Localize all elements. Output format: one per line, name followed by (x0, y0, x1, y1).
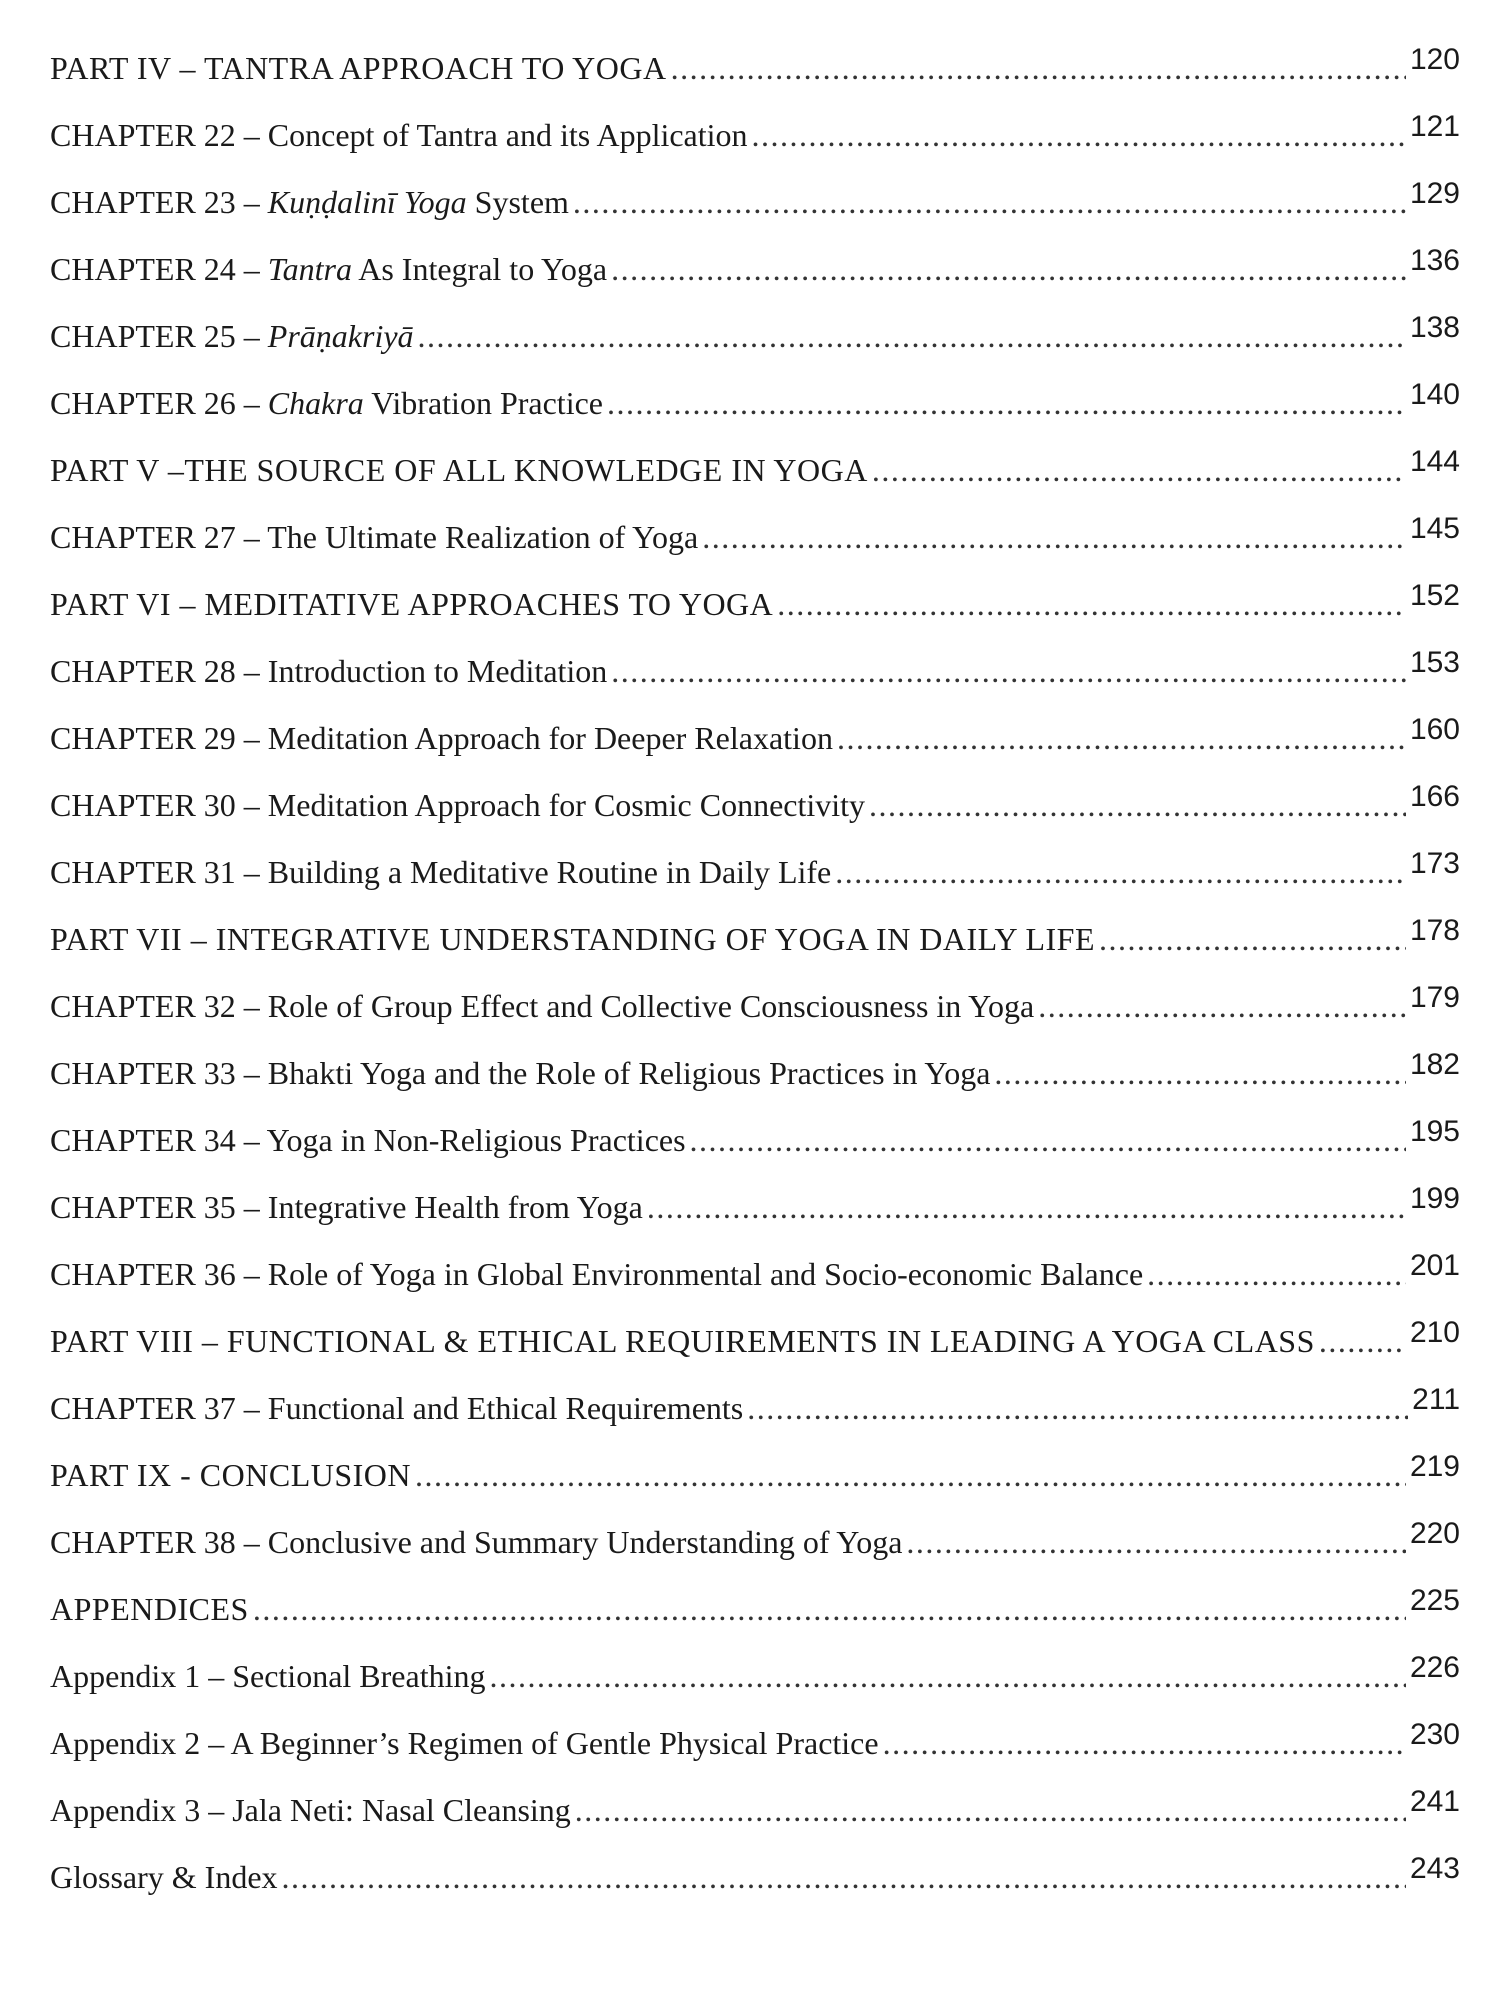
toc-entry-page: 138 (1409, 311, 1460, 344)
toc-entry-page: 173 (1409, 847, 1460, 880)
dot-leader (747, 1390, 1408, 1427)
dot-leader (906, 1524, 1406, 1561)
toc-entry-page: 152 (1409, 579, 1460, 612)
dot-leader (607, 385, 1406, 422)
toc-entry[interactable] (50, 1651, 1460, 1725)
toc-entry-title: CHAPTER 22 – Concept of Tantra and its Application (50, 117, 748, 153)
toc-entry[interactable] (50, 780, 1460, 854)
toc-entry-title: PART VII – INTEGRATIVE UNDERSTANDING OF YOGA IN DAILY LIFE (50, 921, 1095, 957)
toc-entry-page: 243 (1409, 1852, 1460, 1885)
toc-entry[interactable] (50, 512, 1460, 586)
toc-entry-title: PART IV – TANTRA APPROACH TO YOGA (50, 50, 667, 86)
dot-leader (253, 1591, 1406, 1628)
toc-entry-title: CHAPTER 38 – Conclusive and Summary Understanding of Yoga (50, 1524, 903, 1560)
toc-entry[interactable] (50, 1249, 1460, 1323)
toc-entry[interactable] (50, 1785, 1460, 1859)
dot-leader (1147, 1256, 1406, 1293)
dot-leader (282, 1859, 1406, 1896)
toc-entry-page: 120 (1409, 43, 1460, 76)
toc-entry-title: CHAPTER 30 – Meditation Approach for Cosmic Connectivity (50, 787, 866, 823)
toc-entry-title: CHAPTER 28 – Introduction to Meditation (50, 653, 608, 689)
dot-leader (418, 318, 1406, 355)
toc-entry[interactable] (50, 1316, 1460, 1390)
toc-entry-title: APPENDICES (50, 1591, 249, 1627)
dot-leader (415, 1457, 1406, 1494)
toc-entry-title: CHAPTER 37 – Functional and Ethical Requirements (50, 1390, 744, 1426)
dot-leader (690, 1122, 1406, 1159)
toc-entry-page: 121 (1409, 110, 1460, 143)
toc-entry[interactable] (50, 1718, 1460, 1792)
dot-leader (777, 586, 1406, 623)
toc-entry-page: 220 (1409, 1517, 1460, 1550)
dot-leader (573, 184, 1406, 221)
toc-entry-page: 211 (1412, 1383, 1460, 1416)
toc-entry-page: 144 (1409, 445, 1460, 478)
toc-entry-title: CHAPTER 29 – Meditation Approach for Deeper Relaxation (50, 720, 833, 756)
toc-entry-page: 178 (1409, 914, 1460, 947)
toc-entry[interactable] (50, 1048, 1460, 1122)
toc-entry-page: 145 (1409, 512, 1460, 545)
toc-entry-page: 195 (1409, 1115, 1460, 1148)
toc-entry-title: CHAPTER 35 – Integrative Health from Yoga (50, 1189, 643, 1225)
toc-entry[interactable] (50, 1450, 1460, 1524)
toc-entry-title: CHAPTER 36 – Role of Yoga in Global Environmental and Socio-economic Balance (50, 1256, 1144, 1292)
toc-entry[interactable] (50, 1115, 1460, 1189)
dot-leader (1099, 921, 1406, 958)
toc-entry-page: 129 (1409, 177, 1460, 210)
toc-entry-title: CHAPTER 24 – Tantra As Integral to Yoga (50, 251, 608, 287)
table-of-contents (50, 43, 1460, 1926)
dot-leader (647, 1189, 1406, 1226)
toc-entry-page: 166 (1409, 780, 1460, 813)
toc-entry[interactable] (50, 981, 1460, 1055)
toc-entry-title: CHAPTER 31 – Building a Meditative Routine in Daily Life (50, 854, 832, 890)
toc-entry-title: CHAPTER 32 – Role of Group Effect and Collective Consciousness in Yoga (50, 988, 1035, 1024)
toc-entry[interactable] (50, 43, 1460, 117)
toc-entry-title: PART VIII – FUNCTIONAL & ETHICAL REQUIREMENTS IN LEADING A YOGA CLASS (50, 1323, 1315, 1359)
toc-entry[interactable] (50, 1182, 1460, 1256)
toc-entry-title: PART V –THE SOURCE OF ALL KNOWLEDGE IN YOGA (50, 452, 868, 488)
toc-entry-title: Glossary & Index (50, 1859, 278, 1895)
toc-entry[interactable] (50, 378, 1460, 452)
toc-entry-page: 226 (1409, 1651, 1460, 1684)
toc-entry-page: 201 (1409, 1249, 1460, 1282)
toc-entry[interactable] (50, 1584, 1460, 1658)
dot-leader (1319, 1323, 1406, 1360)
toc-entry-page: 179 (1409, 981, 1460, 1014)
dot-leader (611, 653, 1406, 690)
toc-entry-title: CHAPTER 33 – Bhakti Yoga and the Role of Religious Practices in Yoga (50, 1055, 991, 1091)
dot-leader (611, 251, 1406, 288)
toc-entry-page: 210 (1409, 1316, 1460, 1349)
toc-entry-page: 199 (1409, 1182, 1460, 1215)
toc-entry-title: CHAPTER 34 – Yoga in Non-Religious Practices (50, 1122, 686, 1158)
toc-entry-title: CHAPTER 23 – Kuṇḍalinī Yoga System (50, 184, 569, 220)
toc-entry-title: PART VI – MEDITATIVE APPROACHES TO YOGA (50, 586, 774, 622)
dot-leader (671, 50, 1406, 87)
toc-entry-page: 140 (1409, 378, 1460, 411)
toc-entry[interactable] (50, 1517, 1460, 1591)
dot-leader (994, 1055, 1406, 1092)
dot-leader (1038, 988, 1406, 1025)
dot-leader (752, 117, 1406, 154)
toc-entry-title: Appendix 1 – Sectional Breathing (50, 1658, 486, 1694)
toc-entry-page: 225 (1409, 1584, 1460, 1617)
toc-entry-page: 182 (1409, 1048, 1460, 1081)
toc-entry[interactable] (50, 445, 1460, 519)
toc-entry[interactable] (50, 1383, 1460, 1457)
toc-entry-page: 241 (1409, 1785, 1460, 1818)
dot-leader (869, 787, 1406, 824)
dot-leader (702, 519, 1406, 556)
toc-entry[interactable] (50, 713, 1460, 787)
dot-leader (835, 854, 1406, 891)
toc-entry-title: CHAPTER 26 – Chakra Vibration Practice (50, 385, 603, 421)
toc-entry[interactable] (50, 244, 1460, 318)
toc-entry[interactable] (50, 579, 1460, 653)
dot-leader (489, 1658, 1405, 1695)
toc-entry-title: CHAPTER 27 – The Ultimate Realization of Yoga (50, 519, 699, 555)
dot-leader (883, 1725, 1406, 1762)
toc-entry-title: PART IX - CONCLUSION (50, 1457, 412, 1493)
dot-leader (575, 1792, 1406, 1829)
toc-entry-title: CHAPTER 25 – Prāṇakriyā (50, 318, 414, 354)
toc-entry[interactable] (50, 914, 1460, 988)
toc-entry-page: 219 (1409, 1450, 1460, 1483)
dot-leader (837, 720, 1406, 757)
toc-entry[interactable] (50, 1852, 1460, 1926)
toc-entry-title: Appendix 3 – Jala Neti: Nasal Cleansing (50, 1792, 571, 1828)
dot-leader (872, 452, 1406, 489)
toc-entry-page: 160 (1409, 713, 1460, 746)
toc-entry[interactable] (50, 311, 1460, 385)
toc-entry-title: Appendix 2 – A Beginner’s Regimen of Gentle Physical Practice (50, 1725, 879, 1761)
toc-entry[interactable] (50, 177, 1460, 251)
toc-entry[interactable] (50, 646, 1460, 720)
toc-entry-page: 153 (1409, 646, 1460, 679)
toc-entry-page: 136 (1409, 244, 1460, 277)
toc-entry[interactable] (50, 847, 1460, 921)
toc-entry[interactable] (50, 110, 1460, 184)
toc-entry-page: 230 (1409, 1718, 1460, 1751)
